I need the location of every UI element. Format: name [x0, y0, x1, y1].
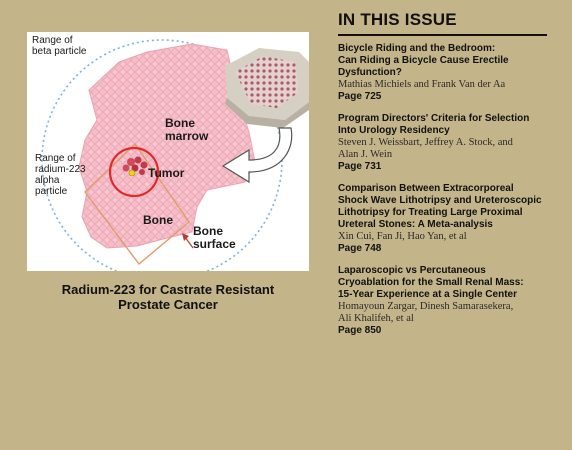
beta-range-label: Range of beta particle: [32, 35, 87, 57]
radium-atom: [129, 170, 135, 176]
issue-title: IN THIS ISSUE: [338, 10, 457, 29]
article-item[interactable]: [338, 113, 560, 173]
alpha-range-label: Range of radium-223 alpha particle: [35, 153, 86, 197]
tumor-label: Tumor: [148, 166, 185, 180]
article-item[interactable]: [338, 183, 560, 255]
article-authors: Steven J. Weissbart, Jeffrey A. Stock, and Alan J. Wein: [338, 137, 513, 160]
article-title[interactable]: Laparoscopic vs Percutaneous Cryoablation for the Small Renal Mass: 15-Year Experience at a Single Center: [338, 265, 524, 300]
article-page[interactable]: Page 850: [338, 325, 382, 336]
article-authors: Mathias Michiels and Frank Van der Aa: [338, 79, 506, 90]
title-divider: [338, 34, 547, 36]
bone-surface-label: Bone surface: [193, 224, 236, 251]
bone-label: Bone: [143, 213, 173, 227]
article-item[interactable]: [338, 43, 560, 103]
article-page[interactable]: Page 731: [338, 161, 382, 172]
article-title[interactable]: Program Directors' Criteria for Selection Into Urology Residency: [338, 113, 530, 136]
article-authors: Xin Cui, Fan Ji, Hao Yan, et al: [338, 231, 467, 242]
bone-surface-arrow: [182, 233, 193, 248]
article-list: [338, 43, 560, 347]
article-item[interactable]: [338, 265, 560, 337]
bone-marrow-label: Bone marrow: [165, 116, 209, 143]
article-page[interactable]: Page 748: [338, 243, 382, 254]
radium-diagram: [27, 32, 309, 271]
article-authors: Homayoun Zargar, Dinesh Samarasekera, Ali Khalifeh, et al: [338, 301, 514, 324]
figure-caption: Radium-223 for Castrate Resistant Prostate Cancer: [61, 282, 275, 312]
article-title[interactable]: Comparison Between Extracorporeal Shock Wave Lithotripsy and Ureteroscopic Lithotripsy for Treating Large Proximal Ureteral Stones: A Meta-analysis: [338, 183, 542, 230]
figure-panel: [27, 32, 309, 271]
article-page[interactable]: Page 725: [338, 91, 382, 102]
article-title[interactable]: Bicycle Riding and the Bedroom: Can Riding a Bicycle Cause Erectile Dysfunction?: [338, 43, 509, 78]
